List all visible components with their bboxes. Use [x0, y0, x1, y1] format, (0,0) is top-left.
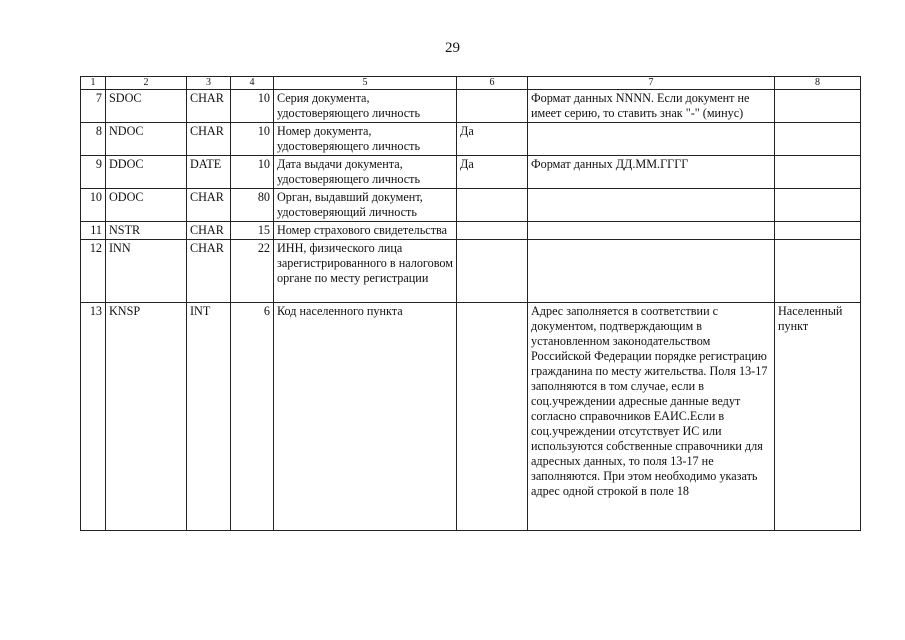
row-number: 13 — [81, 303, 106, 531]
field-note — [528, 222, 775, 240]
field-note: Адрес заполняется в соответствии с документом, подтверждающим в установленном законодательством Российской Федерации порядке регистрацию гражданина по месту жительства. Поля 13-17 заполняются в том случае, если в соц.учреждении адресные данные ведут согласно справочников ЕАИС.Если в соц.учреждении отсутствует ИС или используются собственные справочники для адресных данных, то поля 13-17 не заполняются. При этом необходимо указать адрес одной строкой в поле 18 — [528, 303, 775, 531]
field-note — [528, 240, 775, 303]
table-row — [81, 156, 861, 189]
field-description: Дата выдачи документа, удостоверяющего личность — [274, 156, 457, 189]
table-row — [81, 222, 861, 240]
field-length: 10 — [231, 123, 274, 156]
field-description: Орган, выдавший документ, удостоверяющий личность — [274, 189, 457, 222]
field-note — [528, 123, 775, 156]
field-description: Серия документа, удостоверяющего личность — [274, 90, 457, 123]
field-type: CHAR — [187, 222, 231, 240]
field-name: NDOC — [106, 123, 187, 156]
field-length: 22 — [231, 240, 274, 303]
field-type: INT — [187, 303, 231, 531]
field-description: Номер страхового свидетельства — [274, 222, 457, 240]
field-length: 15 — [231, 222, 274, 240]
field-type: CHAR — [187, 240, 231, 303]
column-header: 2 — [106, 77, 187, 90]
column-header: 3 — [187, 77, 231, 90]
field-name: DDOC — [106, 156, 187, 189]
column-header: 6 — [457, 77, 528, 90]
column-header: 5 — [274, 77, 457, 90]
field-name: NSTR — [106, 222, 187, 240]
field-type: CHAR — [187, 90, 231, 123]
row-number: 12 — [81, 240, 106, 303]
field-length: 10 — [231, 156, 274, 189]
field-note: Формат данных NNNN. Если документ не имеет серию, то ставить знак "-" (минус) — [528, 90, 775, 123]
field-group: Населенный пункт — [775, 303, 861, 531]
table-row — [81, 240, 861, 303]
table-row — [81, 90, 861, 123]
field-required: Да — [457, 123, 528, 156]
field-length: 6 — [231, 303, 274, 531]
field-length: 10 — [231, 90, 274, 123]
field-name: KNSP — [106, 303, 187, 531]
field-required — [457, 222, 528, 240]
column-header: 7 — [528, 77, 775, 90]
field-description: ИНН, физического лица зарегистрированного в налоговом органе по месту регистрации — [274, 240, 457, 303]
column-header: 4 — [231, 77, 274, 90]
field-group — [775, 189, 861, 222]
field-name: SDOC — [106, 90, 187, 123]
table-row — [81, 123, 861, 156]
row-number: 8 — [81, 123, 106, 156]
table-row — [81, 303, 861, 531]
field-name: INN — [106, 240, 187, 303]
field-group — [775, 123, 861, 156]
page-number: 29 — [445, 40, 460, 56]
field-note: Формат данных ДД.ММ.ГГГГ — [528, 156, 775, 189]
field-group — [775, 90, 861, 123]
field-group — [775, 156, 861, 189]
table-row — [81, 189, 861, 222]
field-description: Код населенного пункта — [274, 303, 457, 531]
field-length: 80 — [231, 189, 274, 222]
field-required — [457, 90, 528, 123]
column-header: 1 — [81, 77, 106, 90]
field-required — [457, 240, 528, 303]
field-type: DATE — [187, 156, 231, 189]
field-required — [457, 303, 528, 531]
row-number: 7 — [81, 90, 106, 123]
field-required: Да — [457, 156, 528, 189]
field-name: ODOC — [106, 189, 187, 222]
field-note — [528, 189, 775, 222]
field-type: CHAR — [187, 123, 231, 156]
row-number: 9 — [81, 156, 106, 189]
field-group — [775, 240, 861, 303]
row-number: 11 — [81, 222, 106, 240]
column-header: 8 — [775, 77, 861, 90]
field-description: Номер документа, удостоверяющего личность — [274, 123, 457, 156]
row-number: 10 — [81, 189, 106, 222]
field-group — [775, 222, 861, 240]
fields-table — [80, 76, 861, 531]
field-type: CHAR — [187, 189, 231, 222]
field-required — [457, 189, 528, 222]
table-header-row — [81, 77, 861, 90]
